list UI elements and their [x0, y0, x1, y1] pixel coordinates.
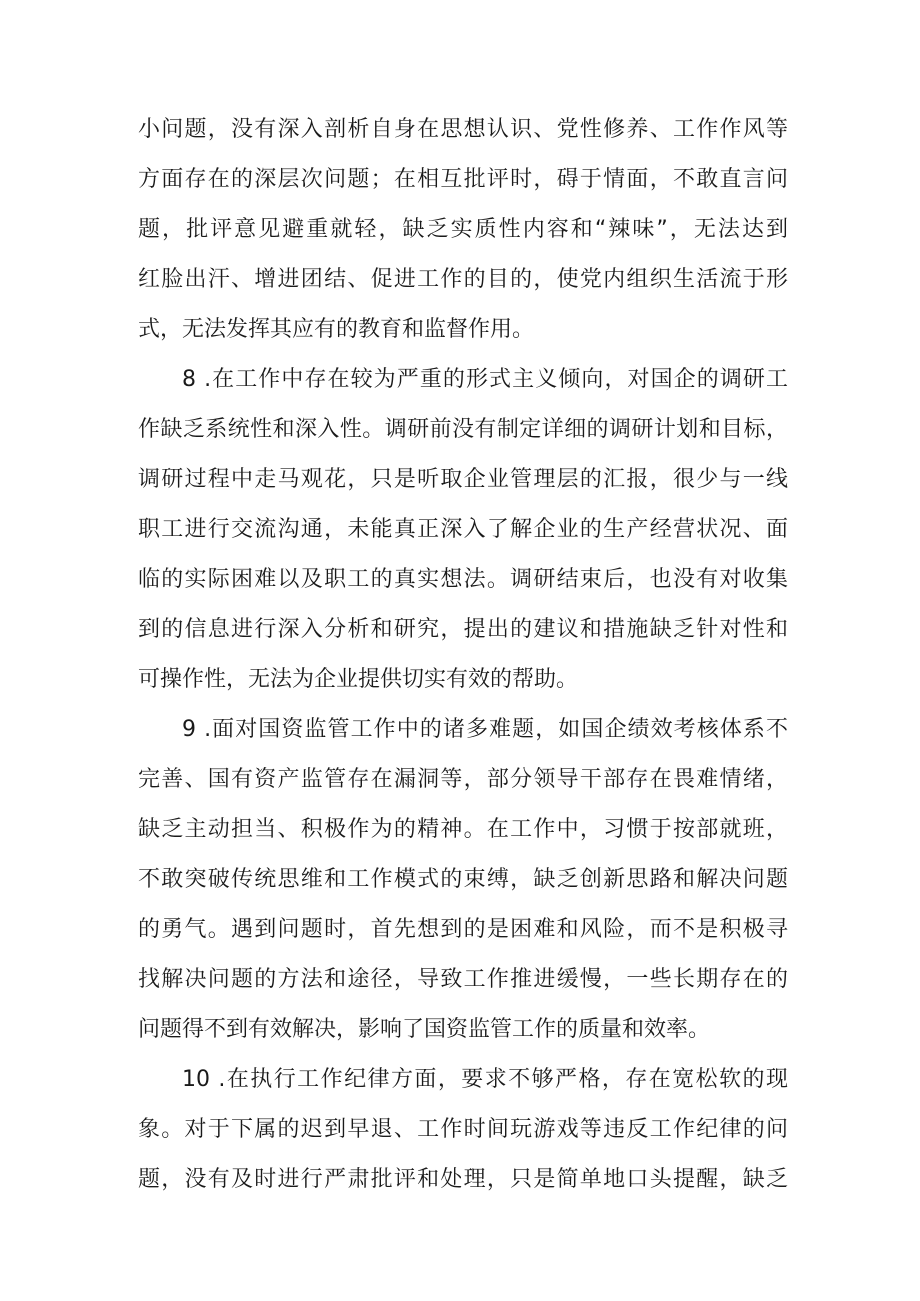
- paragraph-10-first-line: 10 .在执行工作纪律方面，要求不够严格，存在宽松软的现: [182, 1067, 788, 1092]
- text-line: 方面存在的深层次问题；在相互批评时，碍于情面，不敢直言问: [138, 167, 788, 192]
- text-line: 不敢突破传统思维和工作模式的束缚，缺乏创新思路和解决问题: [138, 867, 788, 892]
- text-line: 作缺乏系统性和深入性。调研前没有制定详细的调研计划和目标，: [138, 417, 788, 442]
- text-line: 临的实际困难以及职工的真实想法。调研结束后，也没有对收集: [138, 567, 788, 592]
- text-line: 红脸出汗、增进团结、促进工作的目的，使党内组织生活流于形: [138, 267, 788, 292]
- text-line: 题，批评意见避重就轻，缺乏实质性内容和“辣味”，无法达到: [138, 217, 788, 242]
- text-line: 找解决问题的方法和途径，导致工作推进缓慢，一些长期存在的: [138, 967, 788, 992]
- text-line: 完善、国有资产监管存在漏洞等，部分领导干部存在畏难情绪，: [138, 767, 788, 792]
- text-line: 题，没有及时进行严肃批评和处理，只是简单地口头提醒，缺乏: [138, 1167, 788, 1192]
- text-line: 缺乏主动担当、积极作为的精神。在工作中，习惯于按部就班，: [138, 817, 788, 842]
- text-line: 调研过程中走马观花，只是听取企业管理层的汇报，很少与一线: [138, 467, 788, 492]
- text-line: 到的信息进行深入分析和研究，提出的建议和措施缺乏针对性和: [138, 617, 788, 642]
- paragraph-8-first-line: 8 .在工作中存在较为严重的形式主义倾向，对国企的调研工: [182, 367, 788, 392]
- text-line: 式，无法发挥其应有的教育和监督作用。: [138, 317, 535, 342]
- text-line: 的勇气。遇到问题时，首先想到的是困难和风险，而不是积极寻: [138, 917, 788, 942]
- text-line: 职工进行交流沟通，未能真正深入了解企业的生产经营状况、面: [138, 517, 788, 542]
- text-line: 可操作性，无法为企业提供切实有效的帮助。: [138, 667, 579, 692]
- text-line: 问题得不到有效解决，影响了国资监管工作的质量和效率。: [138, 1017, 711, 1042]
- text-line: 小问题，没有深入剖析自身在思想认识、党性修养、工作作风等: [138, 117, 788, 142]
- paragraph-9-first-line: 9 .面对国资监管工作中的诸多难题，如国企绩效考核体系不: [182, 717, 788, 742]
- text-line: 象。对于下属的迟到早退、工作时间玩游戏等违反工作纪律的问: [138, 1117, 788, 1142]
